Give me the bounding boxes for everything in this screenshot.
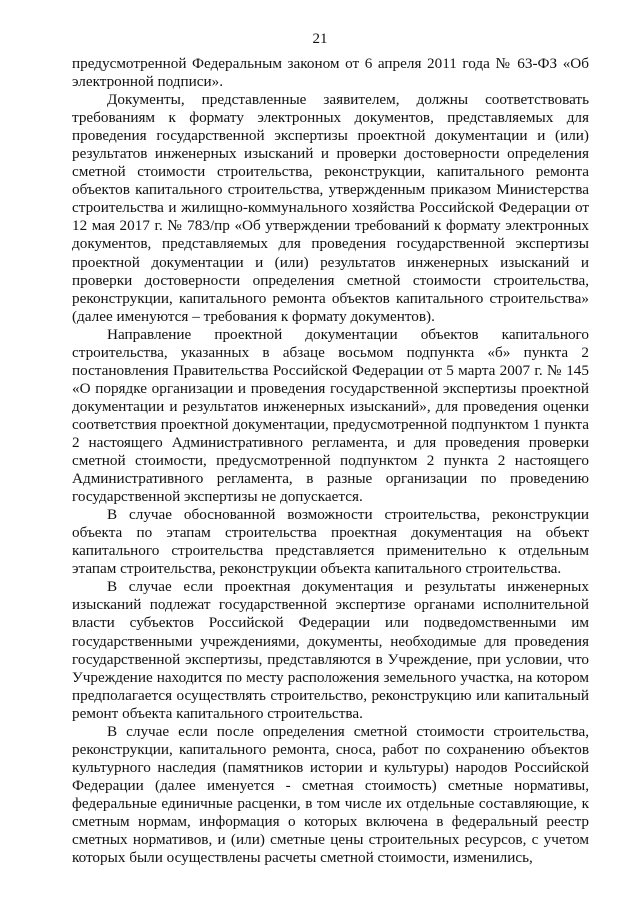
paragraph: В случае если проектная документация и результаты инженерных изысканий подлежат государственной экспертизе органами исполнительной власти субъектов Российской Федерации или подведомственными им государственными учреждениями, документы, необходимые для проведения государственной экспертизы, представляются в Учреждение, при условии, что Учреждение находится по месту расположения земельного участка, на котором предполагается осуществлять строительство, реконструкцию или капитальный ремонт объекта капитального строительства.: [72, 578, 589, 722]
paragraph: Направление проектной документации объектов капитального строительства, указанных в абзаце восьмом подпункта «б» пункта 2 постановления Правительства Российской Федерации от 5 марта 2007 г. № 145 «О порядке организации и проведения государственной экспертизы проектной документации и результатов инженерных изысканий», для проведения оценки соответствия проектной документации, предусмотренной подпунктом 1 пункта 2 настоящего Административного регламента, и для проведения проверки сметной стоимости, предусмотренной подпунктом 2 пункта 2 настоящего Административного регламента, в разные организации по проведению государственной экспертизы не допускается.: [72, 325, 589, 506]
page-number: 21: [312, 31, 328, 47]
paragraph: В случае если после определения сметной стоимости строительства, реконструкции, капитального ремонта, сноса, работ по сохранению объектов культурного наследия (памятников истории и культуры) народов Российской Федерации (далее именуется - сметная стоимость) сметные нормативы, федеральные единичные расценки, в том числе их отдельные составляющие, к сметным нормам, информация о которых включена в федеральный реестр сметных нормативов, и (или) сметные цены строительных ресурсов, с учетом которых были осуществлены расчеты сметной стоимости, изменились,: [72, 722, 589, 867]
paragraph: В случае обоснованной возможности строительства, реконструкции объекта по этапам строительства проектная документация на объект капитального строительства представляется применительно к отдельным этапам строительства, реконструкции объекта капитального строительства.: [72, 506, 589, 578]
paragraph: предусмотренной Федеральным законом от 6 апреля 2011 года № 63-ФЗ «Об электронной подписи».: [72, 55, 589, 91]
paragraph: Документы, представленные заявителем, должны соответствовать требованиям к формату электронных документов, представляемых для проведения государственной экспертизы проектной документации и (или) результатов инженерных изысканий и проверки достоверности определения сметной стоимости строительства, реконструкции, капитального ремонта объектов капитального строительства, утвержденным приказом Министерства строительства и жилищно-коммунального хозяйства Российской Федерации от 12 мая 2017 г. № 783/пр «Об утверждении требований к формату электронных документов, представляемых для проведения государственной экспертизы проектной документации и (или) результатов инженерных изысканий и проверки достоверности определения сметной стоимости строительства, реконструкции, капитального ремонта объектов капитального строительства» (далее именуются – требования к формату документов).: [72, 91, 589, 325]
document-body: [72, 55, 589, 867]
